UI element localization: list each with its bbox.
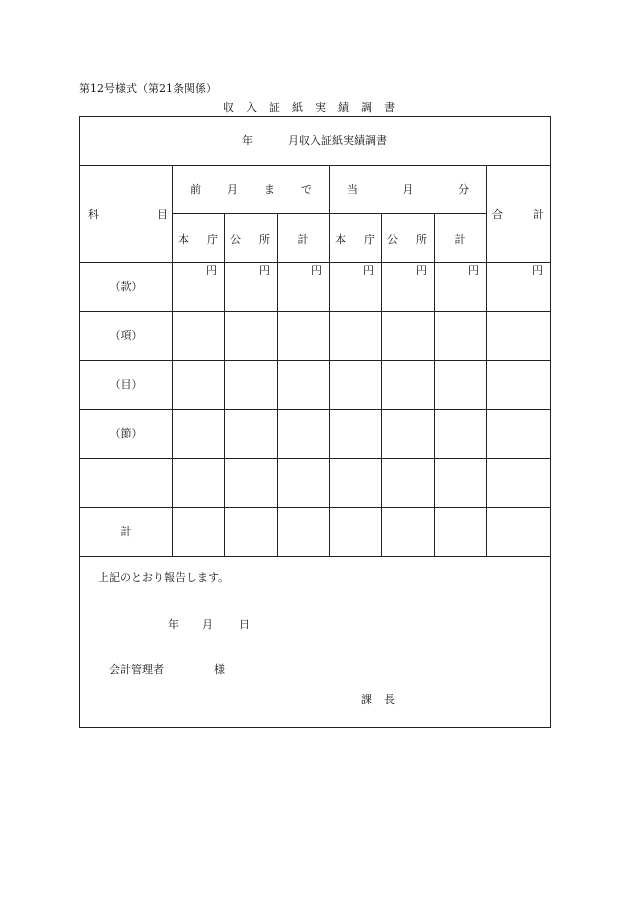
- date-day-label: 日: [239, 618, 250, 631]
- kosho-char-1: 公: [230, 233, 241, 246]
- curr-char-2: 月: [402, 183, 414, 196]
- yen-marker: 円: [532, 264, 543, 277]
- subject-char-1: 科: [88, 208, 99, 221]
- row-label-kou: （項）: [109, 329, 143, 342]
- form-frame: [79, 116, 551, 728]
- addressee: 会計管理者: [109, 663, 164, 676]
- curr-char-1: 当: [347, 183, 358, 196]
- date-year-label: 年: [168, 618, 179, 631]
- subheader-prev-honcho: [178, 233, 218, 247]
- honorific: 様: [214, 663, 225, 676]
- col-rule-4: [381, 213, 382, 556]
- subheader-curr-honcho: [335, 233, 375, 247]
- col-rule-2: [277, 213, 278, 556]
- prev-group-header: [190, 183, 312, 197]
- subheader-prev-kei: 計: [297, 233, 309, 246]
- yen-marker: 円: [311, 264, 322, 277]
- rule-row-2: [80, 360, 550, 361]
- total-char-1: 合: [492, 208, 503, 221]
- row-label-setsu: （節）: [109, 427, 143, 440]
- yen-marker: 円: [468, 264, 479, 277]
- row-label-total: 計: [120, 525, 132, 538]
- signatory-title: [361, 693, 395, 707]
- col-rule-5: [434, 213, 435, 556]
- curr-group-header: [347, 183, 469, 197]
- col-rule-1: [224, 213, 225, 556]
- honcho-char-1: 本: [178, 233, 189, 246]
- prev-char-3: ま: [264, 183, 275, 196]
- curr-char-3: 分: [458, 183, 469, 196]
- subject-char-2: 目: [157, 208, 168, 221]
- form-number: 第12号様式（第21条関係）: [79, 82, 217, 95]
- rule-row-3: [80, 409, 550, 410]
- kosho-char-2: 所: [259, 233, 270, 246]
- yen-marker: 円: [363, 264, 374, 277]
- rule-row-1: [80, 311, 550, 312]
- rule-row-5: [80, 507, 550, 508]
- row-label-moku: （目）: [109, 378, 143, 391]
- row-label-kan: （款）: [109, 280, 143, 293]
- signatory-char-1: 課: [361, 693, 372, 706]
- rule-header-bottom: [80, 262, 550, 263]
- yen-marker: 円: [206, 264, 217, 277]
- kosho-char-2: 所: [416, 233, 427, 246]
- col-rule-total: [486, 165, 487, 556]
- subject-header: [88, 208, 168, 222]
- col-rule-subject: [172, 165, 173, 556]
- rule-row-4: [80, 458, 550, 459]
- signatory-char-2: 長: [384, 693, 395, 706]
- rule-banner: [80, 165, 550, 166]
- document-title: 収入証紙実績調書: [223, 101, 407, 114]
- total-char-2: 計: [533, 208, 544, 221]
- col-rule-group: [329, 165, 330, 556]
- honcho-char-2: 庁: [207, 233, 218, 246]
- banner-month-title: 月収入証紙実績調書: [288, 134, 387, 147]
- yen-marker: 円: [416, 264, 427, 277]
- banner-year-label: 年: [242, 134, 253, 147]
- honcho-char-1: 本: [335, 233, 346, 246]
- date-month-label: 月: [202, 618, 213, 631]
- subheader-curr-kei: 計: [454, 233, 466, 246]
- subheader-prev-kosho: [230, 233, 270, 247]
- prev-char-1: 前: [190, 183, 201, 196]
- prev-char-2: 月: [227, 183, 238, 196]
- total-header: [492, 208, 544, 222]
- subheader-curr-kosho: [387, 233, 427, 247]
- honcho-char-2: 庁: [364, 233, 375, 246]
- kosho-char-1: 公: [387, 233, 398, 246]
- prev-char-4: で: [301, 183, 312, 196]
- yen-marker: 円: [259, 264, 270, 277]
- report-statement: 上記のとおり報告します。: [98, 571, 230, 584]
- rule-table-bottom: [80, 556, 550, 557]
